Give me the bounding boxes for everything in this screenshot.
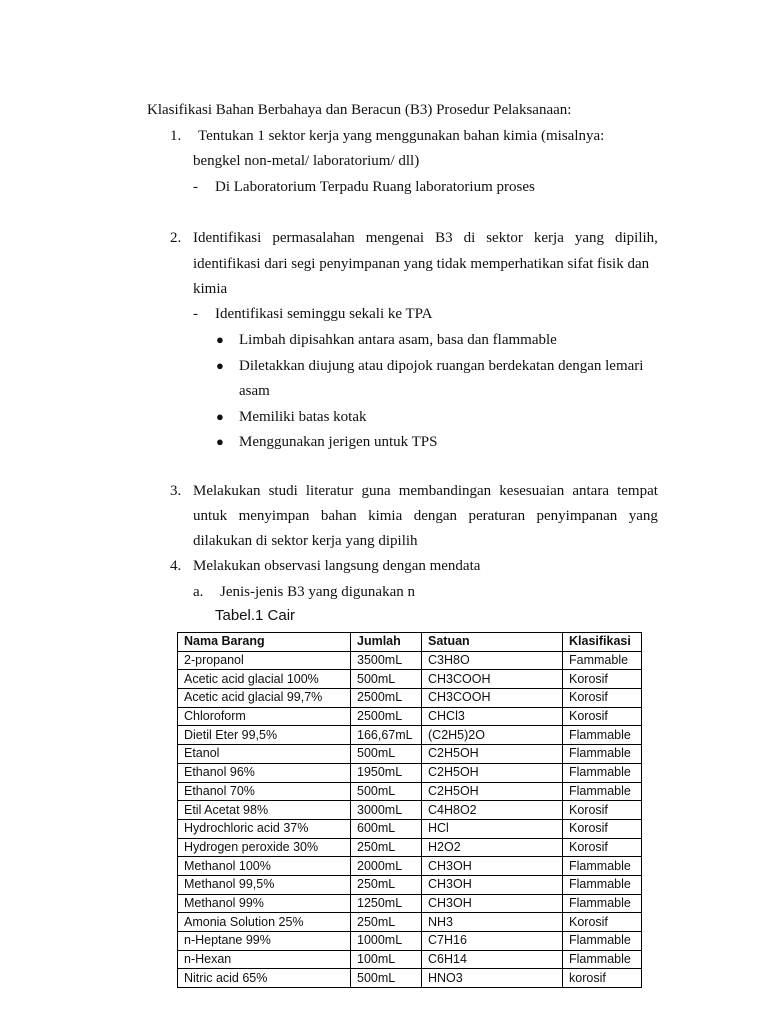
column-header: Jumlah	[351, 633, 422, 652]
step-4-sub-letter: a.	[193, 584, 204, 600]
cell-satuan: H2O2	[422, 838, 563, 857]
cell-satuan: CH3COOH	[422, 689, 563, 708]
cell-nama-barang: Methanol 100%	[178, 857, 351, 876]
cell-nama-barang: Etil Acetat 98%	[178, 801, 351, 820]
cell-klasifikasi: Korosif	[563, 707, 642, 726]
table-row	[178, 819, 642, 838]
cell-klasifikasi: Korosif	[563, 801, 642, 820]
table-body	[178, 651, 642, 987]
step-1-dash: -	[193, 179, 198, 195]
cell-klasifikasi: Flammable	[563, 950, 642, 969]
cell-jumlah: 3500mL	[351, 651, 422, 670]
cell-klasifikasi: Flammable	[563, 745, 642, 764]
table-row	[178, 969, 642, 988]
cell-klasifikasi: Flammable	[563, 726, 642, 745]
table-row	[178, 932, 642, 951]
cell-satuan: CH3OH	[422, 875, 563, 894]
cell-satuan: CH3OH	[422, 894, 563, 913]
column-header: Klasifikasi	[563, 633, 642, 652]
step-1-sub-item: Di Laboratorium Terpadu Ruang laboratorium proses	[215, 179, 535, 195]
cell-nama-barang: Ethanol 96%	[178, 763, 351, 782]
table-row	[178, 838, 642, 857]
bullet-item: Memiliki batas kotak	[239, 409, 367, 425]
cell-satuan: C6H14	[422, 950, 563, 969]
cell-nama-barang: n-Hexan	[178, 950, 351, 969]
cell-klasifikasi: Fammable	[563, 651, 642, 670]
cell-nama-barang: Hydrochloric acid 37%	[178, 819, 351, 838]
table-row	[178, 763, 642, 782]
step-3-number: 3.	[170, 483, 182, 499]
column-header: Satuan	[422, 633, 563, 652]
cell-nama-barang: Methanol 99,5%	[178, 875, 351, 894]
cell-satuan: NH3	[422, 913, 563, 932]
cell-jumlah: 2000mL	[351, 857, 422, 876]
cell-jumlah: 100mL	[351, 950, 422, 969]
step-2-line-2: identifikasi dari segi penyimpanan yang tidak memperhatikan sifat fisik dan	[193, 256, 650, 272]
cell-jumlah: 1250mL	[351, 894, 422, 913]
table-row	[178, 670, 642, 689]
table-row	[178, 894, 642, 913]
cell-satuan: C2H5OH	[422, 782, 563, 801]
cell-nama-barang: Hydrogen peroxide 30%	[178, 838, 351, 857]
cell-jumlah: 500mL	[351, 782, 422, 801]
cell-klasifikasi: Flammable	[563, 782, 642, 801]
cell-nama-barang: Methanol 99%	[178, 894, 351, 913]
step-4-sub-text: Jenis-jenis B3 yang digunakan n	[220, 584, 415, 600]
cell-jumlah: 500mL	[351, 745, 422, 764]
cell-jumlah: 250mL	[351, 913, 422, 932]
cell-jumlah: 250mL	[351, 838, 422, 857]
cell-jumlah: 500mL	[351, 969, 422, 988]
cell-nama-barang: Acetic acid glacial 99,7%	[178, 689, 351, 708]
column-header: Nama Barang	[178, 633, 351, 652]
bullet-dot-icon: ●	[216, 409, 224, 424]
cell-klasifikasi: Korosif	[563, 689, 642, 708]
step-3-line-1: Melakukan studi literatur guna membandingan kesesuaian antara tempat	[193, 483, 658, 499]
table-row	[178, 950, 642, 969]
cell-satuan: CHCl3	[422, 707, 563, 726]
cell-jumlah: 3000mL	[351, 801, 422, 820]
cell-klasifikasi: Flammable	[563, 763, 642, 782]
cell-satuan: C3H8O	[422, 651, 563, 670]
bullet-item-continuation: asam	[239, 383, 270, 399]
bullet-dot-icon: ●	[216, 332, 224, 347]
document-heading: Klasifikasi Bahan Berbahaya dan Beracun (B3) Prosedur Pelaksanaan:	[147, 102, 572, 118]
table-row	[178, 857, 642, 876]
cell-nama-barang: Nitric acid 65%	[178, 969, 351, 988]
cell-nama-barang: Ethanol 70%	[178, 782, 351, 801]
cell-satuan: CH3OH	[422, 857, 563, 876]
cell-jumlah: 1950mL	[351, 763, 422, 782]
step-2-dash: -	[193, 306, 198, 322]
cell-klasifikasi: Flammable	[563, 894, 642, 913]
step-2-line-3: kimia	[193, 281, 228, 297]
step-1-line-1: Tentukan 1 sektor kerja yang menggunakan bahan kimia (misalnya:	[198, 128, 605, 144]
step-2-line-1: Identifikasi permasalahan mengenai B3 di sektor kerja yang dipilih,	[193, 230, 658, 246]
cell-klasifikasi: Flammable	[563, 875, 642, 894]
cell-satuan: C4H8O2	[422, 801, 563, 820]
cell-nama-barang: n-Heptane 99%	[178, 932, 351, 951]
table-header-row	[178, 633, 642, 652]
cell-satuan: (C2H5)2O	[422, 726, 563, 745]
cell-jumlah: 2500mL	[351, 689, 422, 708]
table-row	[178, 801, 642, 820]
step-4-text: Melakukan observasi langsung dengan mendata	[193, 558, 481, 574]
table-row	[178, 913, 642, 932]
table-row	[178, 782, 642, 801]
bullet-dot-icon: ●	[216, 358, 224, 373]
table-row	[178, 707, 642, 726]
cell-klasifikasi: korosif	[563, 969, 642, 988]
step-3-line-3: dilakukan di sektor kerja yang dipilih	[193, 533, 418, 549]
chemical-table	[177, 632, 642, 988]
table-row	[178, 651, 642, 670]
cell-satuan: HNO3	[422, 969, 563, 988]
cell-nama-barang: 2-propanol	[178, 651, 351, 670]
cell-klasifikasi: Korosif	[563, 670, 642, 689]
cell-klasifikasi: Korosif	[563, 819, 642, 838]
cell-nama-barang: Dietil Eter 99,5%	[178, 726, 351, 745]
cell-jumlah: 1000mL	[351, 932, 422, 951]
step-3-line-2: untuk menyimpan bahan kimia dengan peraturan penyimpanan yang	[193, 508, 658, 524]
cell-satuan: HCl	[422, 819, 563, 838]
bullet-item: Menggunakan jerigen untuk TPS	[239, 434, 438, 450]
cell-satuan: CH3COOH	[422, 670, 563, 689]
cell-satuan: C2H5OH	[422, 763, 563, 782]
cell-nama-barang: Acetic acid glacial 100%	[178, 670, 351, 689]
step-2-sub-item: Identifikasi seminggu sekali ke TPA	[215, 306, 433, 322]
cell-klasifikasi: Korosif	[563, 838, 642, 857]
cell-nama-barang: Amonia Solution 25%	[178, 913, 351, 932]
cell-klasifikasi: Korosif	[563, 913, 642, 932]
step-1-line-2: bengkel non-metal/ laboratorium/ dll)	[193, 153, 420, 169]
step-2-number: 2.	[170, 230, 182, 246]
cell-nama-barang: Etanol	[178, 745, 351, 764]
table-caption: Tabel.1 Cair	[215, 607, 296, 624]
step-1-number: 1.	[170, 128, 182, 144]
bullet-item: Limbah dipisahkan antara asam, basa dan flammable	[239, 332, 557, 348]
cell-jumlah: 600mL	[351, 819, 422, 838]
cell-jumlah: 250mL	[351, 875, 422, 894]
cell-klasifikasi: Flammable	[563, 857, 642, 876]
table-row	[178, 726, 642, 745]
cell-satuan: C7H16	[422, 932, 563, 951]
bullet-dot-icon: ●	[216, 434, 224, 449]
table-row	[178, 689, 642, 708]
table-row	[178, 875, 642, 894]
cell-satuan: C2H5OH	[422, 745, 563, 764]
step-4-number: 4.	[170, 558, 182, 574]
cell-jumlah: 166,67mL	[351, 726, 422, 745]
cell-jumlah: 2500mL	[351, 707, 422, 726]
table-row	[178, 745, 642, 764]
cell-jumlah: 500mL	[351, 670, 422, 689]
cell-nama-barang: Chloroform	[178, 707, 351, 726]
bullet-item: Diletakkan diujung atau dipojok ruangan berdekatan dengan lemari	[239, 358, 644, 374]
cell-klasifikasi: Flammable	[563, 932, 642, 951]
